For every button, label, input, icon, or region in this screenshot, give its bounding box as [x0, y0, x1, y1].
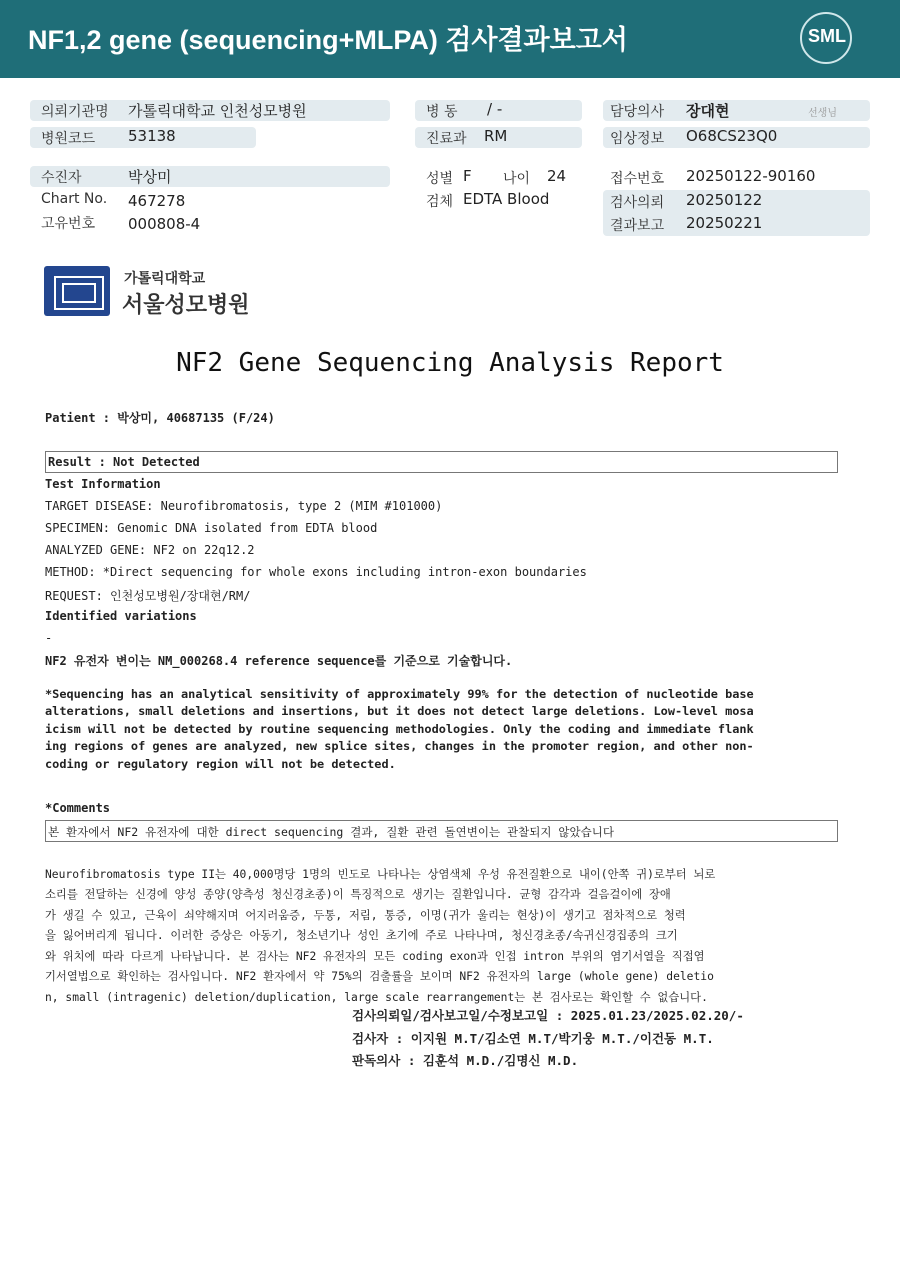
patient-label: 수진자: [41, 170, 82, 186]
unique-label: 고유번호: [41, 216, 96, 232]
report-title: NF2 Gene Sequencing Analysis Report: [176, 348, 724, 378]
institution-label: 의뢰기관명: [41, 104, 109, 120]
report-header-title: NF1,2 gene (sequencing+MLPA) 검사결과보고서: [28, 25, 628, 55]
unique-value: 000808-4: [128, 215, 201, 233]
hospital-code-value: 53138: [128, 127, 176, 145]
target-disease: TARGET DISEASE: Neurofibromatosis, type 2 (MIM #101000): [45, 499, 443, 513]
comment-line: 기서열법으로 확인하는 검사입니다. NF2 환자에서 약 75%의 검출률을 보이며 NF2 유전자의 large (whole gene) deletio: [45, 970, 714, 983]
sml-logo-icon: [800, 12, 854, 66]
patient-line: Patient : 박상미, 40687135 (F/24): [45, 411, 275, 425]
institution-value: 가톨릭대학교 인천성모병원: [128, 102, 307, 120]
dept-value: RM: [484, 127, 508, 145]
specimen-value: EDTA Blood: [463, 190, 550, 208]
reader-line: 판독의사 : 김훈석 M.D./김명신 M.D.: [352, 1053, 579, 1068]
receipt-label: 접수번호: [610, 171, 665, 187]
sensitivity-line: coding or regulatory region will not be detected.: [45, 756, 396, 771]
ward-label: 병 동: [426, 104, 458, 120]
reference-line: NF2 유전자 변이는 NM_000268.4 reference sequence를 기준으로 기술합니다.: [45, 654, 513, 668]
comment-line: Neurofibromatosis type II는 40,000명당 1명의 빈도로 나타나는 상염색체 우성 유전질환으로 내이(안쪽 귀)로부터 뇌로: [45, 867, 716, 881]
request-date-label: 검사의뢰: [610, 195, 665, 211]
analyzed-gene: ANALYZED GENE: NF2 on 22q12.2: [45, 543, 255, 557]
doctor-value: 장대현: [686, 102, 730, 120]
chart-label: Chart No.: [41, 191, 108, 207]
chart-value: 467278: [128, 192, 186, 210]
sensitivity-line: *Sequencing has an analytical sensitivity of approximately 99% for the detection of nucleotide base: [45, 686, 754, 701]
clinical-label: 임상정보: [610, 131, 665, 147]
doctor-label: 담당의사: [610, 104, 665, 120]
result-date-label: 결과보고: [610, 218, 665, 234]
sex-label: 성별: [426, 171, 454, 187]
patient-bar: [30, 166, 390, 187]
hospital-code-label: 병원코드: [41, 131, 96, 147]
result-date-value: 20250221: [686, 214, 763, 232]
request-line: REQUEST: 인천성모병원/장대현/RM/: [45, 589, 251, 603]
variations-value: -: [45, 631, 53, 645]
result-line: Result : Not Detected: [48, 455, 200, 469]
comment-line: 가 생길 수 있고, 근육이 쇠약해지며 어지러움증, 두통, 저림, 통증, 이명(귀가 울리는 현상)이 생기고 점차적으로 청력: [45, 908, 686, 922]
comment-line: 소리를 전달하는 신경에 양성 종양(양측성 청신경초종)이 특징적으로 생기는 질환입니다. 균형 감각과 걸음걸이에 장애: [45, 888, 671, 901]
comment-line: 을 잃어버리게 됩니다. 이러한 증상은 아동기, 청소년기나 성인 초기에 주로 나타나며, 청신경초종/속귀신경집종의 크기: [45, 929, 678, 942]
receipt-value: 20250122-90160: [686, 167, 816, 185]
specimen-line: SPECIMEN: Genomic DNA isolated from EDTA blood: [45, 521, 378, 535]
method-line: METHOD: *Direct sequencing for whole exons including intron-exon boundaries: [45, 565, 587, 579]
comment-line: 와 위치에 따라 다르게 나타납니다. 본 검사는 NF2 유전자의 모든 coding exon과 인접 intron 부위의 염기서열을 직접염: [45, 949, 705, 963]
hospital-name-line1: 가톨릭대학교: [124, 271, 206, 287]
test-info-heading: Test Information: [45, 477, 161, 491]
hospital-name-line2: 서울성모병원: [122, 293, 250, 318]
specimen-label: 검체: [426, 194, 454, 210]
dept-label: 진료과: [426, 131, 467, 147]
sex-value: F: [463, 167, 472, 185]
doctor-suffix: 선생님: [808, 108, 837, 119]
testers-line: 검사자 : 이지원 M.T/김소연 M.T/박기웅 M.T./이건동 M.T.: [352, 1031, 714, 1046]
ward-value: / -: [487, 100, 503, 118]
comment-paragraph: [45, 844, 715, 1008]
variations-heading: Identified variations: [45, 609, 197, 623]
comment-box-text: 본 환자에서 NF2 유전자에 대한 direct sequencing 결과, 질환 관련 돌연변이는 관찰되지 않았습니다: [48, 825, 614, 839]
report-header: [0, 0, 900, 78]
sensitivity-line: alterations, small deletions and insertions, but it does not detect large deletions. Low-level mosa: [45, 704, 754, 718]
sensitivity-line: ing regions of genes are analyzed, new splice sites, changes in the promoter region, and other non-: [45, 739, 754, 753]
request-date-value: 20250122: [686, 191, 763, 209]
clinical-value: O68CS23Q0: [686, 127, 778, 145]
dates-line: 검사의뢰일/검사보고일/수정보고일 : 2025.01.23/2025.02.20/-: [352, 1008, 744, 1023]
age-label: 나이: [503, 171, 531, 187]
hospital-emblem-icon: [44, 266, 110, 316]
comments-heading: *Comments: [45, 801, 111, 815]
comment-line: n, small (intragenic) deletion/duplication, large scale rearrangement는 본 검사로는 확인할 수 없습니다.: [45, 990, 708, 1004]
sensitivity-line: icism will not be detected by routine sequencing methodologies. Only the coding and immediate flank: [45, 721, 754, 736]
patient-value: 박상미: [128, 168, 172, 186]
logo-text: SML: [808, 26, 846, 46]
age-value: 24: [547, 167, 567, 185]
sensitivity-paragraph: [45, 668, 754, 773]
